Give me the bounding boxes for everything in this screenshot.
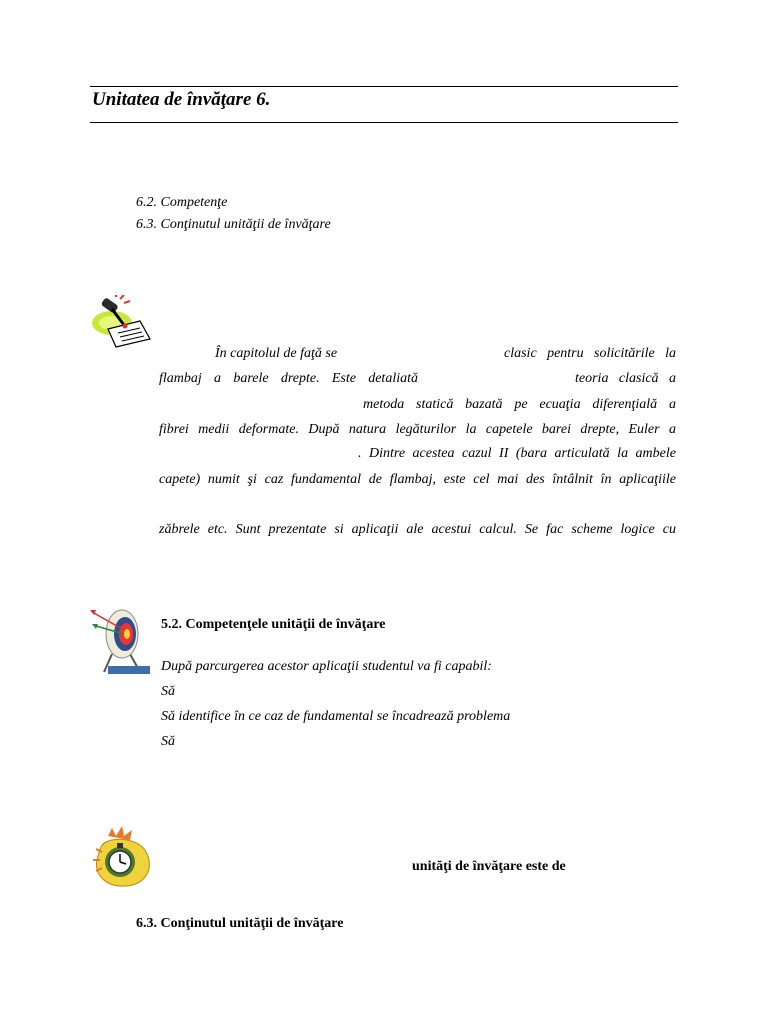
header-rule-top (90, 86, 678, 87)
competences-lead: După parcurgerea acestor aplicaţii studentul va fi capabil: (161, 659, 492, 674)
competences-heading: 5.2. Competenţele unităţii de învăţare (161, 617, 386, 632)
competence-item: Să (161, 684, 175, 699)
intro-line7: zăbrele etc. Sunt prezentate si aplicaţii ale acestui calcul. Se fac scheme logice cu (159, 522, 676, 537)
competence-item: Să identifice în ce caz de fundamental se încadrează problema (161, 709, 511, 724)
intro-line1-start: În capitolul de faţă se (215, 346, 338, 361)
time-text: unităţi de învăţare este de (412, 859, 566, 874)
content-heading: 6.3. Conţinutul unităţii de învăţare (136, 916, 344, 931)
intro-line5: . Dintre acestea cazul II (bara articulată la ambele (358, 446, 676, 461)
intro-line1-end: clasic pentru solicitările la (504, 346, 676, 361)
archery-target-icon (90, 604, 154, 676)
toc-item-content: 6.3. Conţinutul unităţii de învăţare (136, 217, 331, 232)
competence-item: Să (161, 734, 175, 749)
unit-title: Unitatea de învăţare 6. (92, 89, 271, 110)
stopwatch-icon (88, 826, 156, 890)
header-rule-bottom (90, 122, 678, 123)
toc-item-competences: 6.2. Competenţe (136, 195, 228, 210)
intro-line2-end: teoria clasică a (575, 371, 676, 386)
intro-line4: fibrei medii deformate. După natura legăturilor la capetele barei drepte, Euler a (159, 422, 676, 437)
intro-line3: metoda statică bazată pe ecuaţia diferenţială a (363, 397, 676, 412)
pushpin-note-icon (90, 295, 154, 349)
intro-line6: capete) numit şi caz fundamental de flambaj, este cel mai des întâlnit în aplicaţiile (159, 472, 676, 487)
intro-line2-start: flambaj a barele drepte. Este detaliată (159, 371, 418, 386)
